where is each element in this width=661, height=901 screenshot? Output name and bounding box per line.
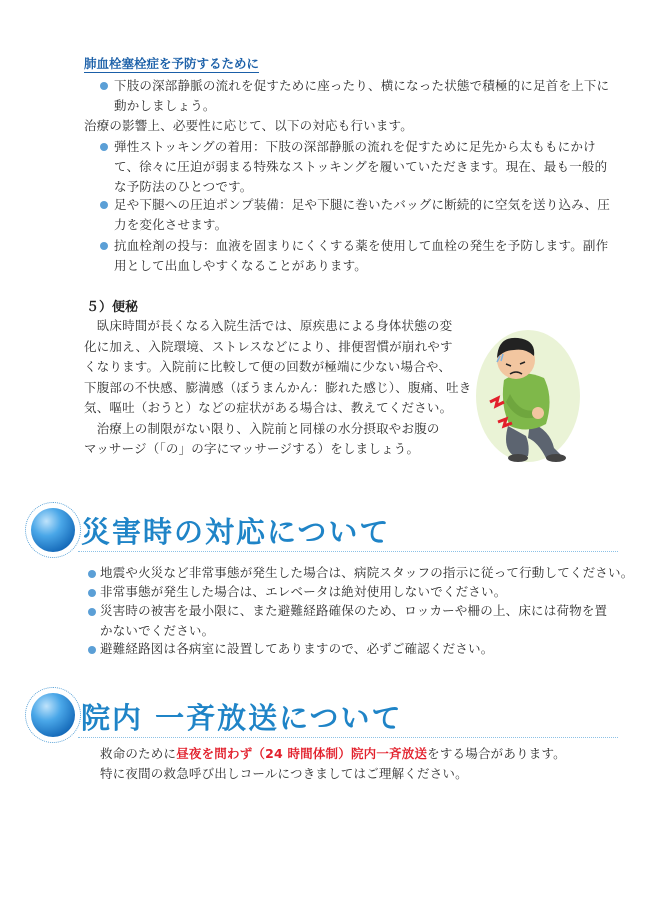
broadcast-line-2: 特に夜間の救急呼び出しコールにつきましてはご理解ください。 xyxy=(100,766,468,781)
banner-divider xyxy=(78,737,618,738)
constipation-body: 臥床時間が長くなる入院生活では、原疾患による身体状態の変 化に加え、入院環境、ストレスなどにより、排便習慣が崩れやす くなります。入院前に比較して便の回数が極端に少ない場合や、 下腹部の不快感、膨満感（ぼうまんかん：膨れた感じ）、腹痛、吐き 気、嘔吐（おうと）などの症状がある場合は、教えてください。 治療上の制限がない限り、入院前と同様の水分摂取やお腹の マッサージ（「の」の字にマッサージする）をしましょう。 xyxy=(84,318,472,456)
disaster-bullet-1: 地震や火災など非常事態が発生した場合は、病院スタッフの指示に従って行動してください。 xyxy=(100,565,634,580)
bullet-dot-icon xyxy=(100,143,108,151)
banner-divider xyxy=(78,551,618,552)
bullet-dot-icon xyxy=(88,608,96,616)
pe-bullet-4: 抗血栓剤の投与：血液を固まりにくくする薬を使用して血栓の発生を予防します。副作 用として出血しやすくなることがあります。 xyxy=(114,238,609,273)
bullet-dot-icon xyxy=(88,570,96,578)
disaster-bullet-2: 非常事態が発生した場合は、エレベータは絶対使用しないでください。 xyxy=(100,584,507,599)
pe-bullet-3: 足や下腿への圧迫ポンプ装備：足や下腿に巻いたバッグに断続的に空気を送り込み、圧 力を変化させます。 xyxy=(114,197,611,232)
disaster-bullet-4: 避難経路図は各病室に設置してありますので、必ずご確認ください。 xyxy=(100,641,494,656)
bullet-dot-icon xyxy=(100,201,108,209)
pe-section-title: 肺血栓塞栓症を予防するために xyxy=(84,56,260,71)
man-with-stomach-ache-icon xyxy=(470,318,580,468)
pe-intro: 治療の影響上、必要性に応じて、以下の対応も行います。 xyxy=(84,118,413,133)
bullet-dot-icon xyxy=(100,242,108,250)
broadcast-line-1: 救命のために昼夜を問わず（24 時間体制）院内一斉放送をする場合があります。 xyxy=(100,746,566,761)
section-bullet-circle-icon xyxy=(25,687,81,743)
pe-bullet-2: 弾性ストッキングの着用：下肢の深部静脈の流れを促すために足先から太ももにかけ て、徐々に圧迫が弱まる特殊なストッキングを履いていただきます。現在、最も一般的 な予防法のひとつです。 xyxy=(114,139,608,194)
bullet-dot-icon xyxy=(88,646,96,654)
pe-bullet-1: 下肢の深部静脈の流れを促すために座ったり、横になった状態で積極的に足首を上下に 動かしましょう。 xyxy=(114,78,610,113)
broadcast-section-title: 院内 一斉放送について xyxy=(81,701,403,735)
emphasis-text: 昼夜を問わず（24 時間体制）院内一斉放送 xyxy=(176,746,428,761)
constipation-heading: ５）便秘 xyxy=(86,300,139,315)
section-bullet-circle-icon xyxy=(25,502,81,558)
bullet-dot-icon xyxy=(88,589,96,597)
bullet-dot-icon xyxy=(100,82,108,90)
disaster-section-title: 災害時の対応について xyxy=(81,515,391,549)
disaster-bullet-3: 災害時の被害を最小限に、また避難経路確保のため、ロッカーや柵の上、床には荷物を置 かないでください。 xyxy=(100,603,608,638)
